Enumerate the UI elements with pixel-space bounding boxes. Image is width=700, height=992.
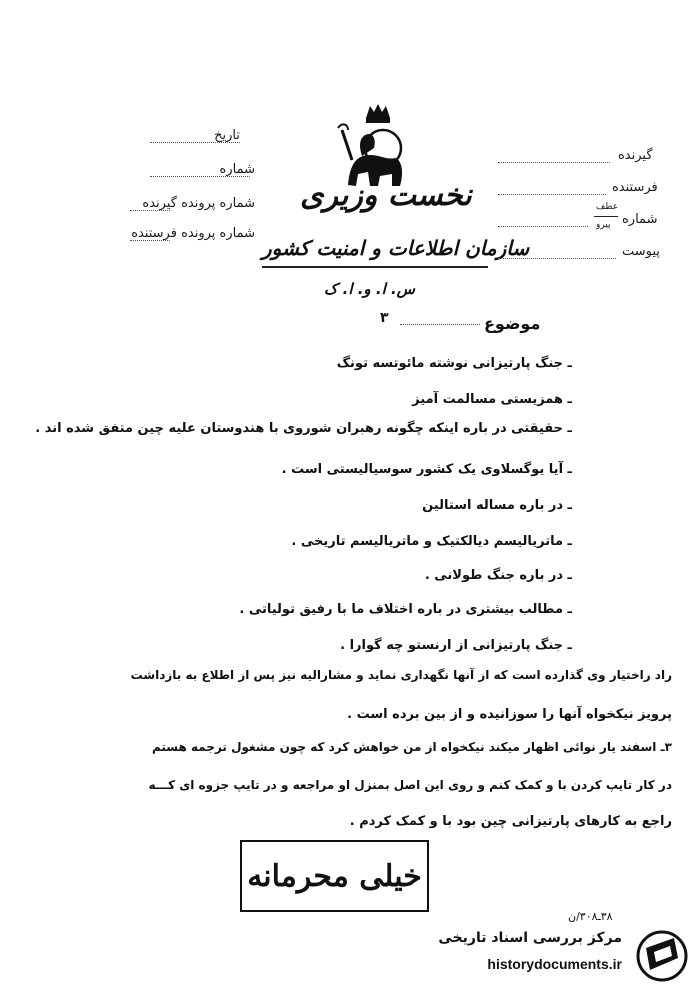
number-value: ۳: [380, 310, 389, 326]
number-label-right: شماره: [622, 212, 658, 227]
paragraph-line: راد راختیار وی گذارده است که از آنها نگهداری نماید و مشارالیه نیز پس از اطلاع به بازداشت: [130, 668, 672, 682]
number-label-left: شماره: [219, 162, 255, 177]
sender-field-line: [498, 194, 606, 195]
list-item: ـ ماتریالیسم دیالکتیک و ماتریالیسم تاریخی .: [291, 534, 572, 549]
paragraph-line: راجع به کارهای پارتیزانی چین بود با و کمک کردم .: [349, 814, 672, 829]
ref-attf-label: عطف: [596, 202, 619, 212]
number-field-line-right: [498, 226, 588, 227]
list-item: ـ آیا یوگسلاوی یک کشور سوسیالیستی است .: [281, 462, 572, 477]
stamp-text: خیلی محرمانه: [247, 858, 422, 894]
department-code: س. ا. و. ا. ک: [324, 280, 415, 298]
attachment-label: پیوست: [622, 244, 660, 259]
list-item: ـ مطالب بیشتری در باره اختلاف ما با رفیق تولیاتی .: [239, 602, 572, 617]
organization-title: سازمان اطلاعات و امنیت کشور: [262, 236, 530, 260]
organization-underline: [262, 266, 488, 268]
list-item: ـ جنگ پارتیزانی نوشته مائوتسه تونگ: [336, 356, 572, 371]
sender-file-label: شماره پرونده فرستنده: [131, 226, 255, 241]
list-item: ـ حقیقتی در باره اینکه چگونه رهبران شوروی با هندوستان علیه چین متفق شده اند .: [35, 421, 572, 436]
paragraph-line: ۳ـ اسفند یار نوائی اظهار میکند نیکخواه از من خواهش کرد که چون مشغول ترجمه هستم: [151, 740, 672, 754]
receiver-label: گیرنده: [618, 148, 653, 163]
attachment-field-line: [498, 258, 616, 259]
classification-stamp: [240, 840, 429, 912]
sender-label: فرستنده: [612, 180, 658, 195]
ref-fraction-line: [594, 216, 618, 217]
watermark-url: historydocuments.ir: [487, 956, 622, 972]
watermark-title: مرکز بررسی اسناد تاریخی: [438, 930, 622, 946]
footer-code: ۳۸ـ۳۰۸/ن: [568, 910, 613, 923]
ref-peyro-label: پیرو: [596, 220, 611, 230]
list-item: ـ در باره مساله استالین: [422, 498, 572, 513]
subject-dots: [400, 324, 480, 325]
recipient-file-line: [130, 210, 170, 211]
sender-file-line: [130, 240, 170, 241]
paragraph-line: پرویز نیکخواه آنها را سوزانیده و از بین برده است .: [347, 707, 672, 722]
paragraph-line: در کار تایپ کردن با و کمک کنم و روی این اصل بمنزل او مراجعه و در تایپ جزوه ای کـــه: [148, 778, 672, 792]
list-item: ـ جنگ پارتیزانی از ارنستو چه گوارا .: [340, 638, 572, 653]
archive-logo-icon: [632, 928, 692, 984]
watermark: [428, 924, 698, 986]
number-field-line: [150, 176, 250, 177]
receiver-field-line: [498, 162, 610, 163]
list-item: ـ در باره جنگ طولانی .: [424, 568, 572, 583]
date-field-line: [150, 142, 240, 143]
ministry-title: نخست وزیری: [300, 178, 472, 213]
date-label: تاریخ: [214, 128, 240, 143]
recipient-file-label: شماره پرونده گیرنده: [142, 196, 255, 211]
list-item: ـ همزیستی مسالمت آمیز: [412, 392, 572, 407]
subject-label: موضوع: [484, 314, 541, 333]
